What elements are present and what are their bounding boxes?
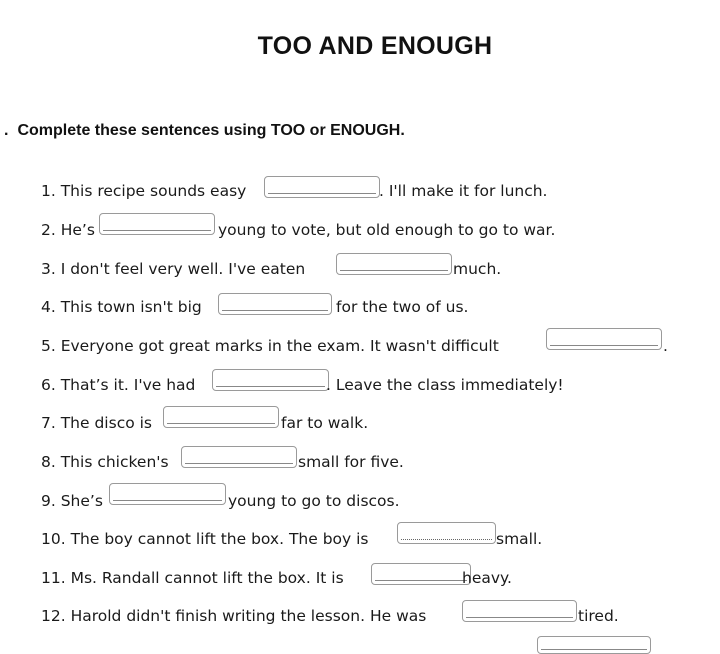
item-12-tail: tired. (578, 607, 619, 625)
item-2-answer-box[interactable] (99, 213, 215, 235)
item-4-tail: for the two of us. (336, 298, 469, 316)
item-8-answer-box[interactable] (181, 446, 297, 468)
item-4-answer-box[interactable] (218, 293, 332, 315)
item-8-tail: small for five. (298, 453, 404, 471)
item-2-text: 2. He’s (41, 221, 95, 239)
item-1-answer-box[interactable] (264, 176, 380, 198)
item-7-answer-box[interactable] (163, 406, 279, 428)
item-10-tail: small. (496, 530, 543, 548)
item-9-tail: young to go to discos. (228, 492, 400, 510)
item-5-answer-box[interactable] (546, 328, 662, 350)
instruction-text: Complete these sentences using TOO or ENOUGH. (17, 122, 405, 139)
item-10-answer-box[interactable] (397, 522, 496, 544)
item-13-answer-box-partial[interactable] (537, 636, 651, 654)
instruction (4, 122, 405, 140)
item-10-text: 10. The boy cannot lift the box. The boy is (41, 530, 369, 548)
item-12-answer-box[interactable] (462, 600, 577, 622)
item-11-tail: heavy. (462, 569, 512, 587)
item-1-tail: . I'll make it for lunch. (379, 182, 548, 200)
worksheet-title: TOO AND ENOUGH (257, 32, 493, 60)
item-11-text: 11. Ms. Randall cannot lift the box. It is (41, 569, 344, 587)
item-9-text: 9. She’s (41, 492, 103, 510)
item-12-text: 12. Harold didn't finish writing the lesson. He was (41, 607, 427, 625)
item-4-text: 4. This town isn't big (41, 298, 202, 316)
item-9-answer-box[interactable] (109, 483, 226, 505)
item-7-text: 7. The disco is (41, 414, 153, 432)
item-7-tail: far to walk. (281, 414, 369, 432)
item-8-text: 8. This chicken's (41, 453, 169, 471)
item-6-tail: . Leave the class immediately! (326, 376, 564, 394)
item-6-text: 6. That’s it. I've had (41, 376, 196, 394)
item-3-text: 3. I don't feel very well. I've eaten (41, 260, 306, 278)
item-6-answer-box[interactable] (212, 369, 329, 391)
item-5-tail: . (663, 337, 668, 355)
item-11-answer-box[interactable] (371, 563, 471, 585)
item-2-tail: young to vote, but old enough to go to war. (218, 221, 556, 239)
instruction-marker: . (4, 122, 9, 139)
item-1-text: 1. This recipe sounds easy (41, 182, 247, 200)
item-5-text: 5. Everyone got great marks in the exam. It wasn't difficult (41, 337, 499, 355)
item-3-tail: much. (453, 260, 502, 278)
item-3-answer-box[interactable] (336, 253, 452, 275)
